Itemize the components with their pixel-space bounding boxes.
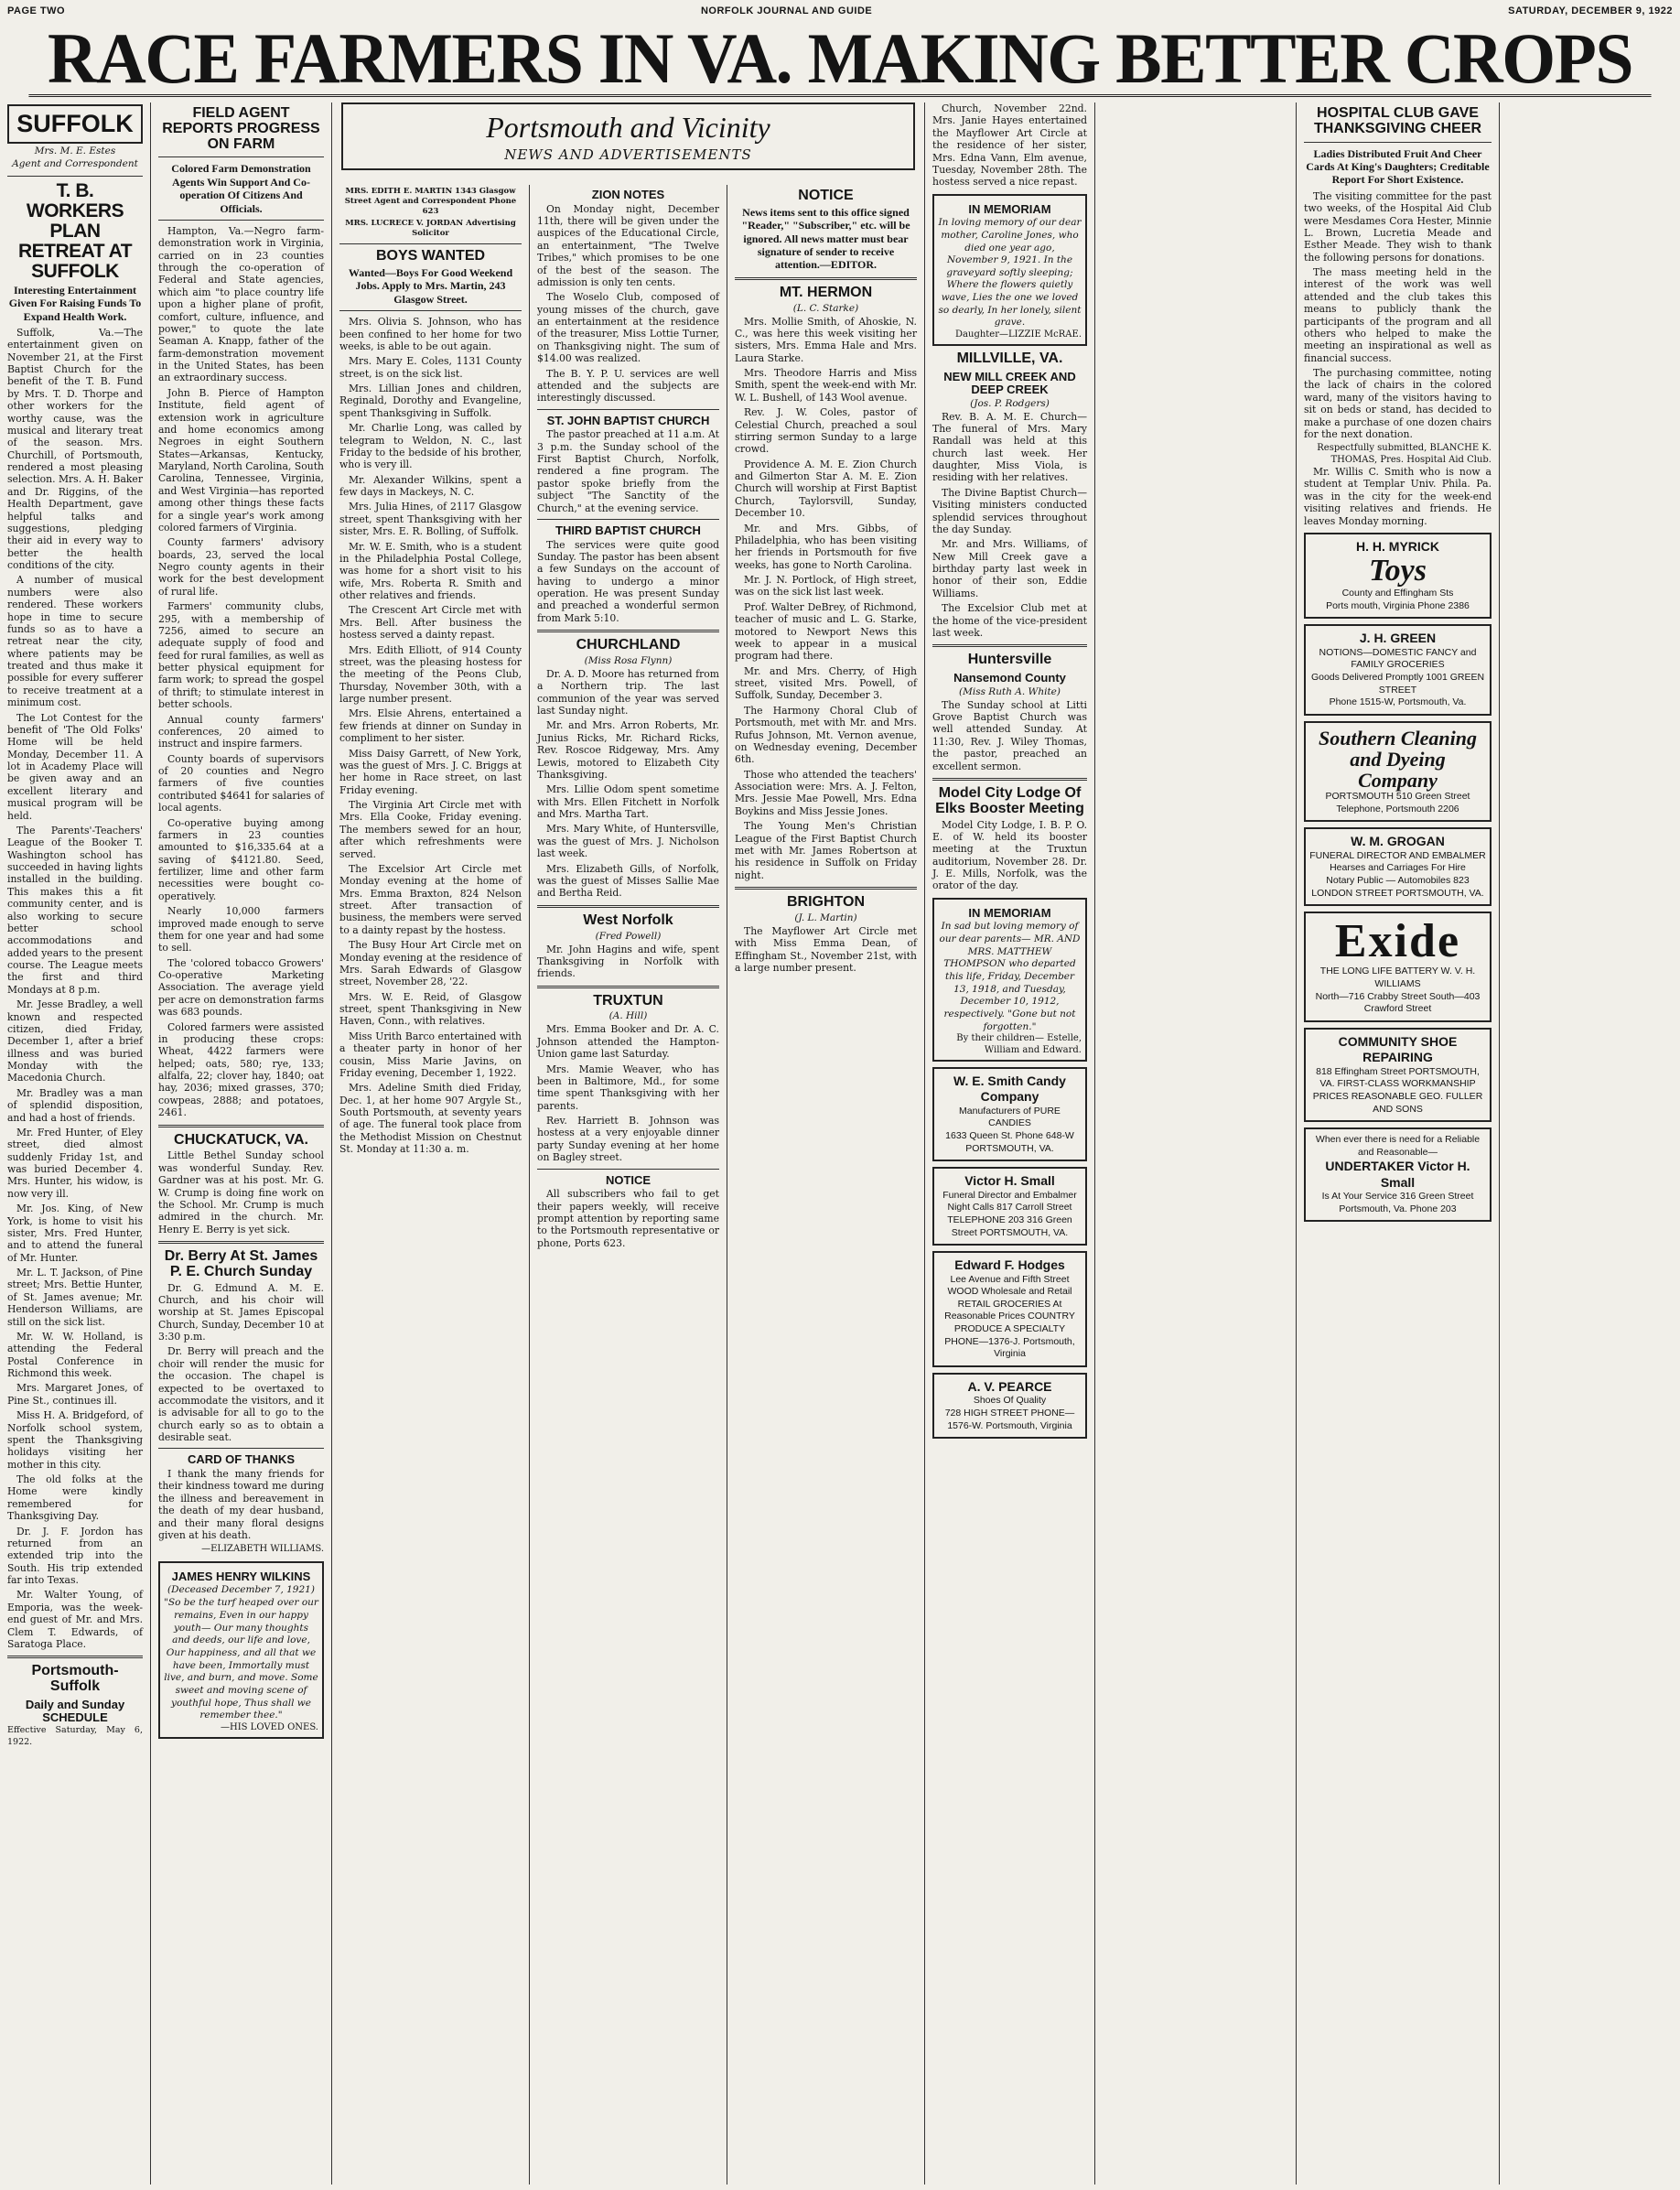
tb-workers-headline: T. B. WORKERS PLAN RETREAT AT SUFFOLK bbox=[17, 179, 133, 282]
article-paragraph: The Woselo Club, composed of young misses of the church, gave an entertainment at the residence of the treasurer, Miss Lottie Turner, on Thanksgiving night. The sum of $14.00 was realized. bbox=[537, 291, 719, 365]
field-agent-deck: Colored Farm Demonstration Agents Win Support And Co-operation Of Citizens And Officials. bbox=[171, 162, 311, 215]
article-paragraph: Those who attended the teachers' Association were: Mrs. A. J. Felton, Mrs. Jessie Mae Powell, Mrs. Edna Boykins and Miss Jessie Jones. bbox=[735, 768, 917, 817]
article-paragraph: Mrs. Mamie Weaver, who has been in Baltimore, Md., for some time spent Thanksgiving with her parents. bbox=[537, 1063, 719, 1112]
article-paragraph: Mrs. Lillian Jones and children, Reginald, Dorothy and Evangeline, spent Thanksgiving in Suffolk. bbox=[339, 383, 522, 419]
suffolk-heading: SUFFOLK bbox=[7, 104, 143, 144]
article-paragraph: Mr. and Mrs. Williams, of New Mill Creek gave a birthday party last week in honor of their son, Eddie Williams. bbox=[932, 538, 1087, 599]
article-paragraph: The B. Y. P. U. services are well attended and the subjects are interestingly discussed. bbox=[537, 367, 719, 405]
ad-title: Southern Cleaning and Dyeing Company bbox=[1318, 726, 1477, 792]
article-paragraph: The Young Men's Christian League of the First Baptist Church met with Mr. James Robertson at his residence in Suffolk on Friday night. bbox=[735, 820, 917, 881]
article-paragraph: Mrs. W. E. Reid, of Glasgow street, spent Thanksgiving in New Haven, Conn., with relatives. bbox=[339, 990, 522, 1028]
banner-headline: RACE FARMERS IN VA. MAKING BETTER CROPS bbox=[28, 20, 1651, 97]
ad-hodges bbox=[932, 1251, 1087, 1367]
article-paragraph: Mrs. Emma Booker and Dr. A. C. Johnson attended the Hampton-Union game last Saturday. bbox=[537, 1023, 719, 1061]
portsmouth-title: Portsmouth and Vicinity bbox=[486, 111, 770, 144]
article-paragraph: Prof. Walter DeBrey, of Richmond, teacher of music and L. G. Starke, motored to Newport News this week to appear in a musical program had there. bbox=[735, 600, 917, 663]
boys-wanted-heading: BOYS WANTED bbox=[375, 248, 486, 264]
tb-workers-deck: Interesting Entertainment Given For Raising Funds To Expand Health Work. bbox=[8, 283, 142, 323]
memorial-poem: "So be the turf heaped over our remains, Even in our happy youth— Our many thoughts and deeds, our life and love, Our happiness, and all that we have been, Immortally must live, and burn, and move. Some sweet and moving scene of youthful hope, Thus shall we remember thee." bbox=[164, 1597, 318, 1721]
ad-line: When ever there is need for a Reliable and Reasonable— bbox=[1315, 1134, 1481, 1158]
article-paragraph: The purchasing committee, noting the lack of chairs in the colored ward, many of the visitors having to sit on beds or stand, has decided to make a purchase of one dozen chairs for the next donation. bbox=[1304, 367, 1492, 440]
memorial-name: JAMES HENRY WILKINS bbox=[171, 1569, 311, 1583]
article-paragraph: Dr. Berry will preach and the choir will render the music for the occasion. The chapel is expected to be overtaxed to accommodate the visitors, and it is advisable for all to go to the church early so as to obtain a desirable seat. bbox=[158, 1345, 324, 1444]
article-paragraph: Mr. W. E. Smith, who is a student in the Philadelphia Postal College, was home for a short visit to his wife, Mrs. Roberta R. Smith and other relatives and friends. bbox=[339, 540, 522, 602]
exide-logo: Exide bbox=[1334, 915, 1461, 968]
article-paragraph: Mr. and Mrs. Gibbs, of Philadelphia, who has been visiting her friends in Portsmouth for five weeks, has gone to North Carolina. bbox=[735, 522, 917, 571]
elks-headline: Model City Lodge Of Elks Booster Meeting bbox=[935, 784, 1084, 816]
millville-byline: (Jos. P. Rodgers) bbox=[970, 397, 1050, 409]
article-paragraph: Mr. Alexander Wilkins, spent a few days in Mackeys, N. C. bbox=[339, 473, 522, 499]
ad-line: Goods Delivered Promptly 1001 GREEN STREET bbox=[1310, 671, 1485, 696]
article-paragraph: Mrs. Julia Hines, of 2117 Glasgow street, spent Thanksgiving with her sister, Mrs. E. R. Bolling, of Suffolk. bbox=[339, 501, 522, 538]
article-paragraph: Mr. John Hagins and wife, spent Thanksgiving in Norfolk with friends. bbox=[537, 943, 719, 980]
ad-title: Victor H. Small bbox=[964, 1173, 1055, 1189]
ad-line: Telephone, Portsmouth 2206 bbox=[1336, 803, 1459, 815]
ad-title: H. H. MYRICK bbox=[1356, 538, 1439, 554]
ad-line: Lee Avenue and Fifth Street WOOD Wholesale and Retail bbox=[947, 1273, 1072, 1298]
ad-line: RETAIL GROCERIES At Reasonable Prices COUNTRY PRODUCE A SPECIALTY PHONE—1376-J. Portsmouth, Virginia bbox=[944, 1298, 1075, 1360]
article-paragraph: County farmers' advisory boards, 23, served the local Negro county agents in their work for the best development of rural life. bbox=[158, 536, 324, 598]
truxtun-byline: (A. Hill) bbox=[608, 1010, 648, 1022]
article-paragraph: Mr. J. N. Portlock, of High street, was on the sick list last week. bbox=[735, 574, 917, 599]
paper-name: NORFOLK JOURNAL AND GUIDE bbox=[700, 5, 873, 16]
article-paragraph: Mrs. Theodore Harris and Miss Smith, spent the week-end with Mr. W. L. Bushell, of 143 Wool avenue. bbox=[735, 367, 917, 404]
article-paragraph: The 'colored tobacco Growers' Co-operative Marketing Association. The average yield per acre on demonstration farms was 683 pounds. bbox=[158, 956, 324, 1019]
article-paragraph: Miss Urith Barco entertained with a theater party in honor of her cousin, Miss Marie Javins, on Friday evening, December 1, 1922. bbox=[339, 1030, 522, 1079]
ad-line: THE LONG LIFE BATTERY W. V. H. WILLIAMS bbox=[1319, 966, 1476, 989]
article-paragraph: Mrs. Mary White, of Huntersville, was the guest of Mrs. J. Nicholson last week. bbox=[537, 823, 719, 860]
portsmouth-subtitle: NEWS AND ADVERTISEMENTS bbox=[504, 146, 752, 163]
portsmouth-banner bbox=[341, 102, 915, 170]
article-paragraph: Mrs. Elizabeth Gills, of Norfolk, was the guest of Misses Sallie Mae and Bertha Reid. bbox=[537, 862, 719, 900]
article-paragraph: The Excelsior Art Circle met Monday evening at the home of Mrs. Emma Braxton, 824 Nelson street. After transaction of business, the members were served to a dainty repast by the hostess. bbox=[339, 862, 522, 936]
ad-line: County and Effingham Sts bbox=[1341, 587, 1454, 599]
article-paragraph: Little Bethel Sunday school was wonderful Sunday. Rev. Gardner was at his post. Mr. G. W. Crump is doing fine work on the School. Mr. Crump is much admired in the church. Mr. Henry E. Berry is yet sick. bbox=[158, 1149, 324, 1235]
article-paragraph: Mrs. Edith Elliott, of 914 County street, was the pleasing hostess for the meeting of the Peons Club, Thursday, November 30th, with a large number present. bbox=[339, 643, 522, 706]
ad-undertaker bbox=[1304, 1127, 1492, 1222]
notice-text: News items sent to this office signed "Reader," "Subscriber," etc. will be ignored. All news matter must bear signature of sender to receive attention.—EDITOR. bbox=[741, 205, 910, 272]
article-paragraph: Suffolk, Va.—The entertainment given on November 21, at the First Baptist Church for the benefit of the T. B. Fund by Mrs. T. D. Thorpe and other workers for the worthy cause, was the musical and literary treat of the season. Mrs. Churchill, of Portsmouth, rendered a most pleasing selection. Mrs. A. H. Baker and Dr. Riggins, of the Health Department, gave helpful talks and suggestions, pledging their aid in every way to better the health conditions of the city. bbox=[7, 326, 143, 572]
ad-victor-small bbox=[932, 1167, 1087, 1246]
brighton-byline: (J. L. Martin) bbox=[794, 912, 857, 923]
brighton-heading: BRIGHTON bbox=[786, 894, 866, 911]
churchland-heading: CHURCHLAND bbox=[576, 637, 681, 653]
ad-southern-cleaning bbox=[1304, 721, 1492, 823]
hospital-club-headline: HOSPITAL CLUB GAVE THANKSGIVING CHEER bbox=[1313, 105, 1482, 136]
schedule-effective: Effective Saturday, May 6, 1922. bbox=[7, 1725, 143, 1747]
article-paragraph: Miss Daisy Garrett, of New York, was the guest of Mrs. J. C. Briggs at her home in Race street, on last Friday evening. bbox=[339, 747, 522, 796]
churchland-byline: (Miss Rosa Flynn) bbox=[584, 654, 673, 666]
article-paragraph: Dr. G. Edmund A. M. E. Church, and his choir will worship at St. James Episcopal Church, Sunday, December 10 at 3:30 p.m. bbox=[158, 1281, 324, 1343]
hospital-club-deck: Ladies Distributed Fruit And Cheer Cards At King's Daughters; Creditable Report For Short Existence. bbox=[1306, 146, 1490, 187]
masthead-solicitor: MRS. LUCRECE V. JORDAN Advertising Solicitor bbox=[345, 219, 516, 239]
article-paragraph: I thank the many friends for their kindness toward me during the illness and bereavement in the death of my dear husband, and their many floral designs given at his death. bbox=[158, 1468, 324, 1541]
signature: Daughter—LIZZIE McRAE. bbox=[955, 329, 1082, 340]
article-paragraph: Church, November 22nd. Mrs. Janie Hayes entertained the Mayflower Art Circle at the residence of her sister, Mrs. Edna Vann, Elm avenue, Tuesday, November 28th. The hostess served a nice repast. bbox=[932, 102, 1087, 189]
suffolk-correspondent-role: Agent and Correspondent bbox=[12, 158, 138, 170]
article-paragraph: On Monday night, December 11th, there will be given under the auspices of the Educational Circle, an entertainment, "The Twelve Tribes," which promises to be one of the best of the season. The admission is only ten cents. bbox=[537, 202, 719, 288]
ad-line: FUNERAL DIRECTOR AND EMBALMER Hearses and Carriages For Hire bbox=[1309, 849, 1486, 874]
signature: Respectfully submitted, BLANCHE K. THOMAS, Pres. Hospital Aid Club. bbox=[1317, 443, 1492, 465]
article-paragraph: The Divine Baptist Church—Visiting ministers conducted splendid services throughout the day Sunday. bbox=[932, 486, 1087, 535]
ad-line: Night Calls 817 Carroll Street TELEPHONE 203 316 Green Street PORTSMOUTH, VA. bbox=[947, 1202, 1072, 1238]
date-line: SATURDAY, DECEMBER 9, 1922 bbox=[1508, 5, 1673, 16]
ad-pearce bbox=[932, 1373, 1087, 1439]
third-baptist-heading: THIRD BAPTIST CHURCH bbox=[555, 523, 701, 537]
page-label: PAGE TWO bbox=[7, 5, 66, 16]
column-ads bbox=[1296, 102, 1680, 2185]
article-paragraph: Rev. J. W. Coles, pastor of Celestial Church, preached a soul stirring sermon Sunday to a large crowd. bbox=[735, 406, 917, 456]
ad-line: Manufacturers of PURE CANDIES bbox=[959, 1105, 1061, 1129]
schedule-heading: Portsmouth-Suffolk bbox=[31, 1663, 119, 1695]
ad-smith-candy bbox=[932, 1067, 1087, 1161]
article-paragraph: The Virginia Art Circle met with Mrs. Ella Cooke, Friday evening. The members sewed for an hour, after which refreshments were served. bbox=[339, 799, 522, 860]
suffolk-correspondent: Mrs. M. E. Estes bbox=[34, 146, 116, 157]
ad-line: NOTIONS—DOMESTIC FANCY and FAMILY GROCERIES bbox=[1319, 646, 1477, 671]
article-paragraph: John B. Pierce of Hampton Institute, field agent of extension work in agriculture and home economics among Negroes in eight Southern States—Arkansas, Kentucky, Maryland, North Carolina, South Carolina, Tennessee, Virginia, and West Virginia—has reported among other things these facts for a single year's work among colored farmers of Virginia. bbox=[158, 386, 324, 534]
portsmouth-col-3 bbox=[727, 185, 924, 2185]
article-paragraph: The Parents'-Teachers' League of the Booker T. Washington school has succeeded in having lights installed in the building. This makes this a fit community center, and is also working to secure better school accommodations and added years to the present course. The League meets the first and third Mondays at 8 p.m. bbox=[7, 824, 143, 996]
schedule-subheading: Daily and Sunday SCHEDULE bbox=[25, 1697, 125, 1724]
ad-line: Phone 1515-W, Portsmouth, Va. bbox=[1329, 696, 1467, 708]
article-paragraph: Mr. Willis C. Smith who is now a student at Templar Univ. Phila. Pa. was in the city for the week-end visiting relatives and friends. He leaves Monday morning. bbox=[1304, 466, 1492, 527]
ad-shoe-repairing bbox=[1304, 1028, 1492, 1122]
in-memoriam-heading: IN MEMORIAM bbox=[968, 201, 1051, 216]
column-suffolk bbox=[0, 102, 150, 2185]
article-paragraph: Miss H. A. Bridgeford, of Norfolk school system, spent the Thanksgiving holidays visiting her mother in this city. bbox=[7, 1409, 143, 1471]
ad-line: 818 Effingham Street PORTSMOUTH, VA. FIRST-CLASS WORKMANSHIP PRICES REASONABLE GEO. FULLER AND SONS bbox=[1312, 1065, 1483, 1115]
column-church-news bbox=[924, 102, 1094, 2185]
article-paragraph: Mr. and Mrs. Arron Roberts, Mr. Junius Ricks, Mr. Richard Ricks, Rev. Roscoe Ridgeway, Mrs. Amy Lewis, motored to Elizabeth City Thanksgiving. bbox=[537, 719, 719, 781]
article-paragraph: Mr. Bradley was a man of splendid disposition, and had a host of friends. bbox=[7, 1086, 143, 1124]
chuckatuck-heading: CHUCKATUCK, VA. bbox=[174, 1131, 308, 1148]
huntersville-subheading: Nansemond County bbox=[953, 671, 1066, 685]
column-field-agent bbox=[150, 102, 331, 2185]
ad-title: UNDERTAKER Victor H. Small bbox=[1325, 1159, 1470, 1190]
article-paragraph: Mr. Walter Young, of Emporia, was the week-end guest of Mr. and Mrs. Clem T. Edwards, of Saratoga Place. bbox=[7, 1589, 143, 1650]
ad-grogan bbox=[1304, 827, 1492, 906]
st-john-heading: ST. JOHN BAPTIST CHURCH bbox=[546, 413, 710, 427]
mt-hermon-heading: MT. HERMON bbox=[779, 284, 873, 300]
article-paragraph: Annual county farmers' conferences, 20 aimed to instruct and inspire farmers. bbox=[158, 713, 324, 750]
ad-line: Funeral Director and Embalmer bbox=[942, 1189, 1077, 1201]
article-paragraph: Mrs. Mollie Smith, of Ahoskie, N. C., was here this week visiting her sisters, Mrs. Emma Hale and Mrs. Laura Starke. bbox=[735, 315, 917, 364]
west-norfolk-heading: West Norfolk bbox=[583, 912, 673, 928]
article-paragraph: Mrs. Margaret Jones, of Pine St., continues ill. bbox=[7, 1382, 143, 1407]
ad-green bbox=[1304, 624, 1492, 716]
article-paragraph: Farmers' community clubs, 295, with a membership of 7256, aimed to secure an adequate supply of food and feed for rural families, as well as better physical equipment for farm work; to spread the gospel of thrift; to stimulate interest in better schools. bbox=[158, 600, 324, 711]
ad-line: 1633 Queen St. Phone 648-W PORTSMOUTH, VA. bbox=[945, 1130, 1074, 1154]
article-paragraph: Mrs. Olivia S. Johnson, who has been confined to her home for two weeks, is able to be out again. bbox=[339, 316, 522, 352]
article-paragraph: The pastor preached at 11 a.m. At 3 p.m. the Sunday school of the First Baptist Church, Norfolk, rendered a fine program. The pastor spoke briefly from the subject "The Sanctity of the Church," at the evening service. bbox=[537, 428, 719, 514]
article-paragraph: Mr. W. W. Holland, is attending the Federal Postal Conference in Richmond this week. bbox=[7, 1330, 143, 1380]
truxtun-heading: TRUXTUN bbox=[593, 992, 663, 1009]
ad-myrick-toys bbox=[1304, 533, 1492, 619]
running-head bbox=[7, 4, 1673, 18]
zion-notes-heading: ZION NOTES bbox=[591, 188, 665, 201]
article-paragraph: Colored farmers were assisted in producing these crops: Wheat, 4422 farmers were helped; oats, 580; rye, 133; alfalfa, 22; clover hay, 1840; oat hay, 2036; mixed grasses, 370; cowpeas, 2888; and potatoes, 2461. bbox=[158, 1020, 324, 1119]
millville-subheading: NEW MILL CREEK AND DEEP CREEK bbox=[943, 370, 1076, 396]
ad-title: J. H. GREEN bbox=[1359, 631, 1437, 646]
portsmouth-col-2 bbox=[529, 185, 727, 2185]
ad-title: A. V. PEARCE bbox=[967, 1379, 1052, 1395]
ad-title: Edward F. Hodges bbox=[954, 1257, 1065, 1273]
dr-berry-headline: Dr. Berry At St. James P. E. Church Sunday bbox=[164, 1248, 318, 1279]
ad-toys: Toys bbox=[1369, 554, 1427, 588]
article-paragraph: Mr. Charlie Long, was called by telegram to Weldon, N. C., last Friday to the bedside of his brother, who is very ill. bbox=[339, 422, 522, 471]
in-memoriam-box bbox=[932, 194, 1087, 347]
memorial-poem: In loving memory of our dear mother, Caroline Jones, who died one year ago, November 9, 1921. In the graveyard softly sleeping; Where the flowers quietly wave, Lies the one we loved so dearly, In her lonely, silent grave. bbox=[938, 217, 1082, 329]
article-paragraph: Rev. B. A. M. E. Church—The funeral of Mrs. Mary Randall was held at this church last week. Her daughter, Miss Viola, is residing with her relatives. bbox=[932, 410, 1087, 484]
article-paragraph: The Sunday school at Litti Grove Baptist Church was well attended Sunday. At 11:30, Rev. J. Wiley Thomas, the pastor, preached an excellent sermon. bbox=[932, 698, 1087, 772]
article-paragraph: Mrs. Adeline Smith died Friday, Dec. 1, at her home 907 Argyle St., South Portsmouth, at seventy years of age. The funeral took place from the Methodist Mission on Chestnut St. Monday at 11:30 a. m. bbox=[339, 1082, 522, 1156]
ad-line: Shoes Of Quality bbox=[973, 1395, 1047, 1407]
signature: —ELIZABETH WILLIAMS. bbox=[201, 1544, 324, 1555]
masthead-agent: MRS. EDITH E. MARTIN 1343 Glasgow Street Agent and Correspondent Phone 623 bbox=[344, 187, 517, 217]
article-paragraph: Mr. and Mrs. Cherry, of High street, visited Mrs. Powell, of Suffolk, Sunday, December 3. bbox=[735, 664, 917, 702]
west-norfolk-byline: (Fred Powell) bbox=[595, 930, 662, 942]
portsmouth-col-1 bbox=[332, 185, 529, 2185]
field-agent-headline: FIELD AGENT REPORTS PROGRESS ON FARM bbox=[162, 105, 320, 152]
article-paragraph: Dr. A. D. Moore has returned from a Northern trip. The last communion of the year was served last Sunday night. bbox=[537, 667, 719, 717]
article-paragraph: Mrs. Mary E. Coles, 1131 County street, is on the sick list. bbox=[339, 355, 522, 380]
memorial-date: (Deceased December 7, 1921) bbox=[167, 1584, 315, 1596]
article-paragraph: Rev. Harriett B. Johnson was hostess at a very enjoyable dinner party Sunday evening at her home on Bagley street. bbox=[537, 1115, 719, 1164]
article-paragraph: The services were quite good Sunday. The pastor has been absent a few Sundays on the account of having to undergo a minor operation. He was present Sunday and preached a wonderful sermon from Mark 5:10. bbox=[537, 538, 719, 624]
article-paragraph: Mr. Jos. King, of New York, is home to visit his sister, Mrs. Fred Hunter, and to attend the funeral of Mr. Hunter. bbox=[7, 1203, 143, 1264]
ad-line: Notary Public — Automobiles 823 LONDON STREET PORTSMOUTH, VA. bbox=[1311, 875, 1484, 899]
boys-wanted-text: Wanted—Boys For Good Weekend Jobs. Apply to Mrs. Martin, 243 Glasgow Street. bbox=[348, 266, 513, 306]
article-paragraph: Mrs. Lillie Odom spent sometime with Mrs. Ellen Fitchett in Norfolk and Mrs. Martha Tart. bbox=[537, 783, 719, 821]
ad-title: W. E. Smith Candy Company bbox=[953, 1073, 1066, 1105]
notice-heading: NOTICE bbox=[605, 1172, 652, 1187]
article-paragraph: Mr. L. T. Jackson, of Pine street; Mrs. Bettie Hunter, of St. James avenue; Mr. Henderson Williams, are still on the sick list. bbox=[7, 1267, 143, 1328]
article-paragraph: The mass meeting held in the interest of the work was well attended and the club takes this means to publicly thank the participants of the program and all others who helped to make the meeting an inspirational as well as financial success. bbox=[1304, 266, 1492, 364]
notice-heading: NOTICE bbox=[798, 188, 854, 203]
ad-title: COMMUNITY SHOE REPAIRING bbox=[1338, 1033, 1458, 1065]
article-paragraph: Hampton, Va.—Negro farm-demonstration work in Virginia, carried on in 23 counties through the co-operation of Federal and State agencies, which aim "to place country life upon a higher plane of profit, comfort, culture, influence, and power," to quote the late Seaman A. Knapp, father of the farm-demonstration movement in the United States, has been an extraordinary success. bbox=[158, 224, 324, 384]
in-memoriam-box bbox=[932, 898, 1087, 1062]
article-paragraph: The visiting committee for the past two weeks, of the Hospital Aid Club were Mesdames Cora Hester, Minnie L. Brown, Lucretia Meade and Esther Meade. They wish to thank the following persons for donations. bbox=[1304, 189, 1492, 264]
signature: By their children— Estelle, William and Edward. bbox=[956, 1033, 1082, 1055]
mt-hermon-byline: (L. C. Starke) bbox=[792, 302, 859, 314]
article-paragraph: All subscribers who fail to get their papers weekly, will receive prompt attention by reporting same to the Portsmouth representative or phone, Ports 623. bbox=[537, 1188, 719, 1249]
article-paragraph: The Busy Hour Art Circle met on Monday evening at the residence of Mrs. Sarah Edwards of Glasgow street, November 28, '22. bbox=[339, 939, 522, 988]
column-hospital bbox=[1094, 102, 1296, 2185]
huntersville-heading: Huntersville bbox=[967, 652, 1052, 668]
article-paragraph: The Excelsior Club met at the home of the vice-president last week. bbox=[932, 602, 1087, 639]
article-paragraph: Mrs. Elsie Ahrens, entertained a few friends at dinner on Sunday in compliment to her sister. bbox=[339, 707, 522, 745]
article-paragraph: Mr. Fred Hunter, of Eley street, died almost suddenly Friday 1st, and was buried December 4. Mrs. Hunter, his widow, is now very ill. bbox=[7, 1126, 143, 1200]
article-paragraph: Dr. J. F. Jordon has returned from an extended trip into the South. His trip extended far into Texas. bbox=[7, 1525, 143, 1587]
ad-exide bbox=[1304, 912, 1492, 1022]
article-paragraph: The Crescent Art Circle met with Mrs. Bell. After business the hostess served a dainty repast. bbox=[339, 604, 522, 642]
article-paragraph: Nearly 10,000 farmers improved made enough to serve them for one year and had some to sell. bbox=[158, 905, 324, 955]
memorial-box bbox=[158, 1561, 324, 1739]
ad-line: Is At Your Service 316 Green Street Portsmouth, Va. Phone 203 bbox=[1321, 1191, 1474, 1214]
portsmouth-section bbox=[331, 102, 924, 2185]
ad-line: North—716 Crabby Street South—403 Crawford Street bbox=[1315, 990, 1481, 1015]
article-paragraph: Mr. Jesse Bradley, a well known and respected citizen, died Friday, December 1, after a brief illness and was buried Monday with the Macedonia Church. bbox=[7, 998, 143, 1084]
card-of-thanks-heading: CARD OF THANKS bbox=[188, 1452, 295, 1467]
article-paragraph: Model City Lodge, I. B. P. O. E. of W. held its booster meeting at the Truxtun auditorium, November 28. Dr. J. E. Mills, Norfolk, was the orator of the day. bbox=[932, 818, 1087, 892]
ad-line: PORTSMOUTH 510 Green Street bbox=[1325, 791, 1470, 803]
article-paragraph: The Mayflower Art Circle met with Miss Emma Dean, of Effingham St., November 21st, with a large number present. bbox=[735, 924, 917, 974]
signature: —HIS LOVED ONES. bbox=[220, 1721, 318, 1732]
huntersville-byline: (Miss Ruth A. White) bbox=[958, 685, 1061, 697]
article-paragraph: Co-operative buying among farmers in 23 counties amounted to $16,335.64 at a saving of $4121.80. Seed, fertilizer, lime and other farm necessities were bought co-operatively. bbox=[158, 816, 324, 902]
ad-title: W. M. GROGAN bbox=[1351, 834, 1445, 849]
millville-headline: MILLVILLE, VA. bbox=[956, 351, 1063, 367]
memorial-poem: In sad but loving memory of our dear parents— MR. AND MRS. MATTHEW THOMPSON who departed this life, Friday, December 13, 1918, and Tuesday, December 10, 1912, respectively. "Gone but not forgotten." bbox=[939, 921, 1081, 1032]
in-memoriam-heading: IN MEMORIAM bbox=[968, 905, 1051, 920]
article-paragraph: A number of musical numbers were also rendered. These workers hope in time to secure funds so as to have a retreat near the city, where patients may be treated and thus make it possible for every sufferer to receive treatment at a minimum cost. bbox=[7, 574, 143, 709]
article-paragraph: Providence A. M. E. Zion Church and Gilmerton Star A. M. E. Zion Church will worship at First Baptist Church, Taylorsvill, Sunday, December 10. bbox=[735, 458, 917, 520]
article-paragraph: The old folks at the Home were kindly remembered for Thanksgiving Day. bbox=[7, 1473, 143, 1523]
ad-line: 728 HIGH STREET PHONE—1576-W. Portsmouth, Virginia bbox=[944, 1408, 1075, 1431]
article-paragraph: The Lot Contest for the benefit of 'The Old Folks' Home will be held Monday, December 11. A lot in Academy Place will be given away and an excellent literary and musical program will be held. bbox=[7, 711, 143, 822]
article-paragraph: County boards of supervisors of 20 counties and Negro farmers of five counties contributed $4641 for salaries of local agents. bbox=[158, 752, 324, 815]
article-paragraph: The Harmony Choral Club of Portsmouth, met with Mr. and Mrs. Rufus Johnson, Mt. Vernon avenue, on Wednesday evening, December 6th. bbox=[735, 704, 917, 766]
ad-line: Ports mouth, Virginia Phone 2386 bbox=[1326, 599, 1470, 611]
